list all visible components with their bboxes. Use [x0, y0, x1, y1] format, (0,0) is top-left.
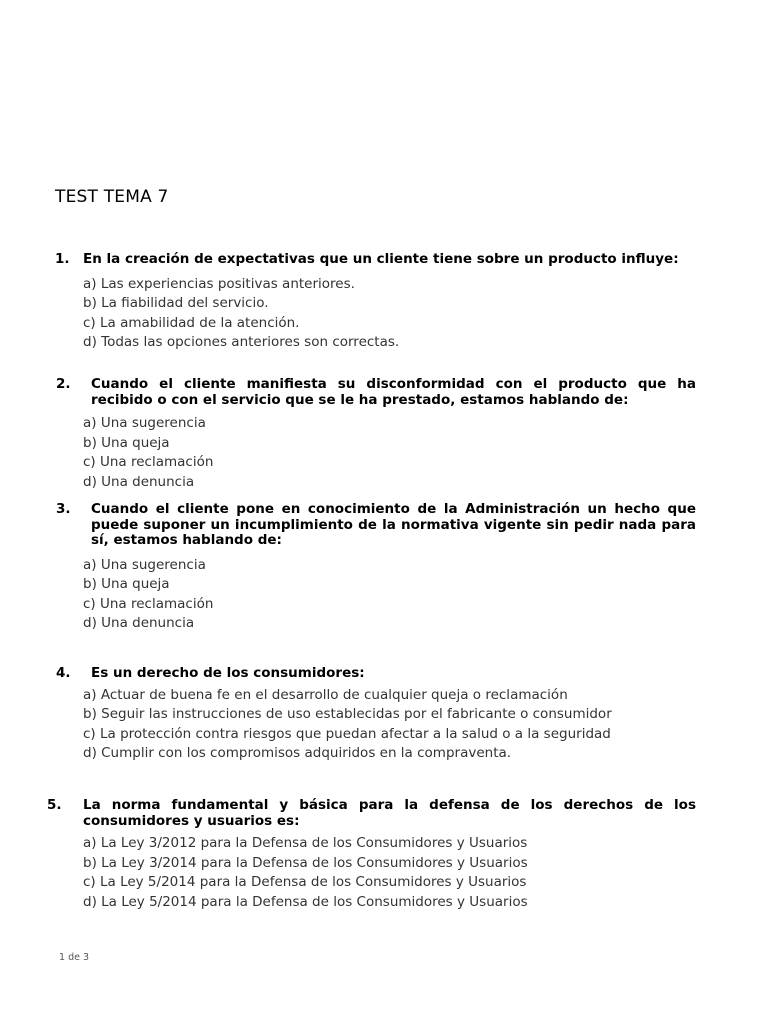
answer-option: a) Una sugerencia	[83, 415, 206, 431]
answer-option: c) La protección contra riesgos que puedan afectar a la salud o a la seguridad	[83, 725, 611, 742]
page-title: TEST TEMA 7	[55, 187, 169, 207]
question-number: 3.	[56, 501, 71, 517]
question-1	[40, 252, 696, 353]
question-number: 5.	[47, 797, 62, 813]
answer-option: c) La amabilidad de la atención.	[83, 314, 300, 331]
answer-option: d) Todas las opciones anteriores son correctas.	[83, 334, 400, 350]
answer-option: b) La Ley 3/2014 para la Defensa de los Consumidores y Usuarios	[83, 854, 528, 871]
question-2	[40, 377, 696, 492]
answer-option: a) Una sugerencia	[83, 556, 206, 573]
answer-option: a) Las experiencias positivas anteriores.	[83, 275, 355, 292]
answer-option: a) La Ley 3/2012 para la Defensa de los Consumidores y Usuarios	[83, 835, 528, 851]
answer-option: c) La Ley 5/2014 para la Defensa de los Consumidores y Usuarios	[83, 874, 527, 890]
question-text: En la creación de expectativas que un cliente tiene sobre un producto influye:	[83, 251, 679, 267]
question-number: 4.	[56, 665, 71, 681]
question-text: La norma fundamental y básica para la defensa de los derechos de los consumidores y usuarios es:	[83, 797, 696, 829]
answer-option: d) Una denuncia	[83, 615, 195, 631]
answer-option: b) La fiabilidad del servicio.	[83, 295, 269, 311]
question-text: Es un derecho de los consumidores:	[91, 665, 365, 681]
answer-option: c) Una reclamación	[83, 595, 214, 612]
answer-option: b) Una queja	[83, 576, 170, 592]
question-text: Cuando el cliente pone en conocimiento de la Administración un hecho que puede suponer un incumplimiento de la normativa vigente sin pedir nada para sí, estamos hablando de:	[91, 501, 696, 548]
answer-option: d) Cumplir con los compromisos adquiridos en la compraventa.	[83, 745, 512, 761]
answer-option: b) Seguir las instrucciones de uso establecidas por el fabricante o consumidor	[83, 706, 612, 722]
question-4	[40, 666, 696, 764]
answer-option: c) Una reclamación	[83, 454, 214, 470]
question-number: 1.	[55, 251, 70, 267]
answer-option: d) Una denuncia	[83, 473, 195, 490]
question-5	[40, 798, 696, 912]
answer-option: b) Una queja	[83, 434, 170, 451]
answer-option: a) Actuar de buena fe en el desarrollo de cualquier queja o reclamación	[83, 686, 568, 703]
answer-option: d) La Ley 5/2014 para la Defensa de los Consumidores y Usuarios	[83, 893, 528, 910]
question-number: 2.	[56, 376, 71, 392]
question-3	[40, 502, 696, 634]
question-text: Cuando el cliente manifiesta su disconformidad con el producto que ha recibido o con el servicio que se le ha prestado, estamos hablando de:	[91, 376, 696, 408]
page-number: 1 de 3	[59, 952, 90, 963]
